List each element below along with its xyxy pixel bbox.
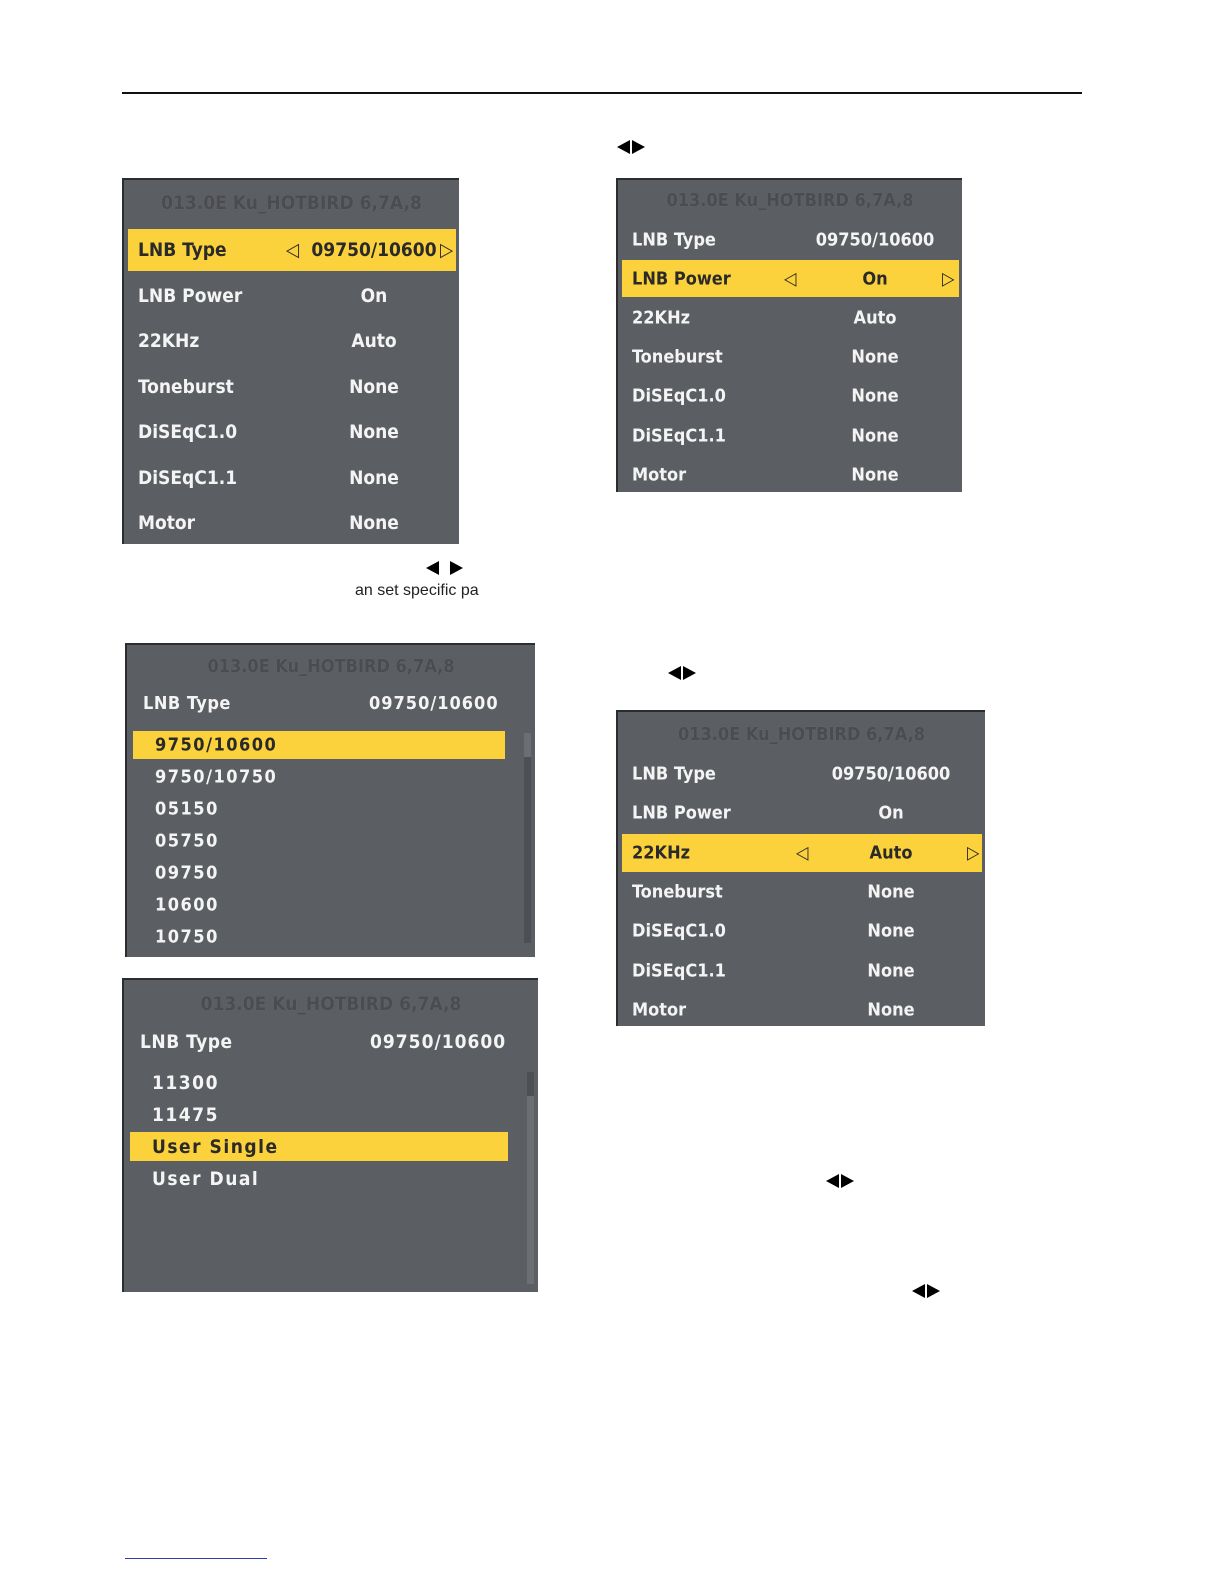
lnb-option[interactable] — [130, 1068, 508, 1097]
lnb-option-label: User Single — [152, 1135, 279, 1158]
menu-row[interactable] — [622, 260, 959, 297]
menu-row-label: Motor — [632, 464, 687, 486]
panel-title: 013.0E Ku_HOTBIRD 6,7A,8 — [677, 724, 926, 745]
right-triangle-icon — [927, 1284, 940, 1298]
menu-row[interactable] — [128, 502, 456, 544]
header-rule — [122, 92, 1082, 94]
menu-row-value: Auto — [853, 307, 897, 329]
menu-row-value: On — [862, 268, 888, 290]
menu-row[interactable] — [128, 366, 456, 408]
lnb-option[interactable] — [130, 1164, 508, 1193]
menu-row[interactable] — [622, 755, 982, 793]
menu-row-value: None — [349, 375, 399, 398]
menu-row-value: None — [867, 999, 915, 1021]
menu-row-label: DiSEqC1.0 — [138, 421, 238, 443]
menu-row-label: DiSEqC1.1 — [138, 466, 238, 489]
menu-row[interactable] — [128, 275, 456, 317]
panel-title: 013.0E Ku_HOTBIRD 6,7A,8 — [207, 656, 455, 677]
menu-row[interactable] — [622, 221, 959, 258]
lnb-type-value: 09750/10600 — [369, 693, 499, 714]
lnb-option[interactable] — [133, 827, 505, 855]
menu-row-value: On — [878, 802, 904, 824]
lnb-option-label: 10750 — [155, 926, 219, 948]
panel-title: 013.0E Ku_HOTBIRD 6,7A,8 — [200, 993, 462, 1015]
left-right-arrows-icon — [617, 140, 645, 154]
lnb-option-label: 9750/10750 — [155, 766, 278, 788]
menu-row-label: LNB Type — [632, 763, 716, 785]
left-triangle-icon — [617, 140, 630, 154]
lnb-option[interactable] — [130, 1132, 508, 1161]
menu-row[interactable] — [622, 991, 982, 1029]
lnb-type-label: LNB Type — [143, 693, 231, 714]
menu-row[interactable] — [622, 834, 982, 872]
menu-row-label: DiSEqC1.1 — [632, 425, 726, 446]
menu-row-label: DiSEqC1.0 — [632, 920, 726, 942]
right-triangle-icon — [632, 140, 645, 154]
menu-row-label: LNB Power — [138, 284, 243, 307]
menu-row-label: 22KHz — [138, 330, 200, 352]
menu-row-value: None — [851, 464, 899, 486]
lnb-option-label: 9750/10600 — [155, 734, 278, 756]
lnb-option-label: 05150 — [155, 798, 219, 820]
body-text-fragment: an set specific pa — [355, 582, 479, 599]
lnb-option-label: User Dual — [152, 1167, 260, 1190]
menu-row-value: None — [349, 466, 399, 489]
left-arrow-icon[interactable]: ◁ — [286, 239, 300, 261]
lnb-option[interactable] — [133, 923, 505, 951]
scrollbar[interactable] — [527, 1072, 534, 1284]
menu-row-value: 09750/10600 — [815, 229, 935, 250]
lnb-option-label: 11300 — [152, 1071, 219, 1094]
lnb-type-list-panel-1 — [125, 643, 535, 957]
lnb-option[interactable] — [133, 795, 505, 823]
left-right-arrows-icon — [668, 666, 696, 680]
lnb-option[interactable] — [133, 731, 505, 759]
menu-row[interactable] — [622, 299, 959, 336]
menu-row-value: None — [867, 881, 915, 903]
left-right-arrows-icon — [912, 1284, 940, 1298]
menu-row[interactable] — [128, 457, 456, 499]
menu-row-label: Toneburst — [138, 375, 234, 398]
menu-row-label: LNB Type — [632, 229, 716, 250]
left-triangle-icon — [912, 1284, 925, 1298]
lnb-option-label: 11475 — [152, 1103, 219, 1126]
menu-row-value: Auto — [351, 330, 397, 352]
left-arrow-icon[interactable]: ◁ — [784, 268, 797, 290]
menu-row-value: None — [349, 421, 399, 443]
menu-row[interactable] — [128, 320, 456, 362]
right-arrow-icon[interactable]: ▷ — [942, 268, 955, 290]
lnb-settings-panel-lnb-type — [122, 178, 459, 544]
lnb-type-list-panel-2 — [122, 978, 538, 1292]
left-right-arrows-icon — [826, 1174, 854, 1188]
menu-row-label: Toneburst — [632, 346, 723, 368]
menu-row-value: 09750/10600 — [831, 763, 951, 785]
lnb-type-value: 09750/10600 — [370, 1031, 507, 1053]
right-triangle-icon — [450, 561, 463, 575]
lnb-option-label: 05750 — [155, 830, 219, 852]
lnb-settings-panel-22khz — [616, 710, 985, 1026]
lnb-option[interactable] — [133, 763, 505, 791]
menu-row-label: Motor — [632, 999, 687, 1021]
lnb-option[interactable] — [133, 859, 505, 887]
menu-row-value: None — [851, 425, 899, 446]
left-triangle-icon — [826, 1174, 839, 1188]
right-triangle-icon — [841, 1174, 854, 1188]
menu-row[interactable] — [622, 952, 982, 990]
menu-row[interactable] — [622, 873, 982, 911]
lnb-option-label: 09750 — [155, 862, 219, 884]
lnb-option[interactable] — [133, 891, 505, 919]
menu-row-label: Toneburst — [632, 881, 723, 903]
menu-row[interactable] — [128, 229, 456, 271]
menu-row-label: DiSEqC1.0 — [632, 385, 726, 407]
menu-row-value: None — [867, 960, 915, 981]
right-arrow-icon[interactable]: ▷ — [967, 842, 980, 864]
menu-row[interactable] — [622, 794, 982, 832]
menu-row-label: LNB Type — [138, 239, 227, 261]
left-triangle-icon — [426, 561, 439, 575]
menu-row-label: 22KHz — [632, 307, 691, 329]
footer-link-rule — [125, 1558, 267, 1559]
menu-row-value: Auto — [869, 842, 913, 864]
menu-row-value: None — [349, 512, 399, 534]
menu-row-value: On — [360, 284, 388, 307]
menu-row-label: DiSEqC1.1 — [632, 960, 726, 981]
right-arrow-icon[interactable]: ▷ — [440, 239, 454, 261]
lnb-type-label: LNB Type — [140, 1031, 233, 1053]
menu-row[interactable] — [622, 417, 959, 454]
left-triangle-icon — [668, 666, 681, 680]
menu-row-value: 09750/10600 — [311, 239, 437, 261]
lnb-option-label: 10600 — [155, 894, 219, 916]
menu-row-label: Motor — [138, 512, 196, 534]
left-right-arrows-icon — [426, 561, 463, 575]
menu-row-value: None — [867, 920, 915, 942]
scrollbar[interactable] — [524, 733, 531, 943]
scrollbar-thumb[interactable] — [527, 1096, 534, 1284]
menu-row[interactable] — [622, 339, 959, 376]
lnb-option[interactable] — [130, 1100, 508, 1129]
right-triangle-icon — [683, 666, 696, 680]
panel-title: 013.0E Ku_HOTBIRD 6,7A,8 — [161, 192, 422, 214]
menu-row-value: None — [851, 346, 899, 368]
menu-row-label: LNB Power — [632, 802, 731, 824]
menu-row[interactable] — [128, 411, 456, 453]
menu-row[interactable] — [622, 912, 982, 950]
left-arrow-icon[interactable]: ◁ — [796, 842, 809, 864]
menu-row-label: 22KHz — [632, 842, 691, 864]
menu-row-value: None — [851, 385, 899, 407]
lnb-settings-panel-lnb-power — [616, 178, 962, 492]
panel-title: 013.0E Ku_HOTBIRD 6,7A,8 — [666, 190, 914, 211]
menu-row[interactable] — [622, 378, 959, 415]
menu-row-label: LNB Power — [632, 268, 731, 290]
scrollbar-thumb[interactable] — [524, 733, 531, 757]
menu-row[interactable] — [622, 456, 959, 493]
